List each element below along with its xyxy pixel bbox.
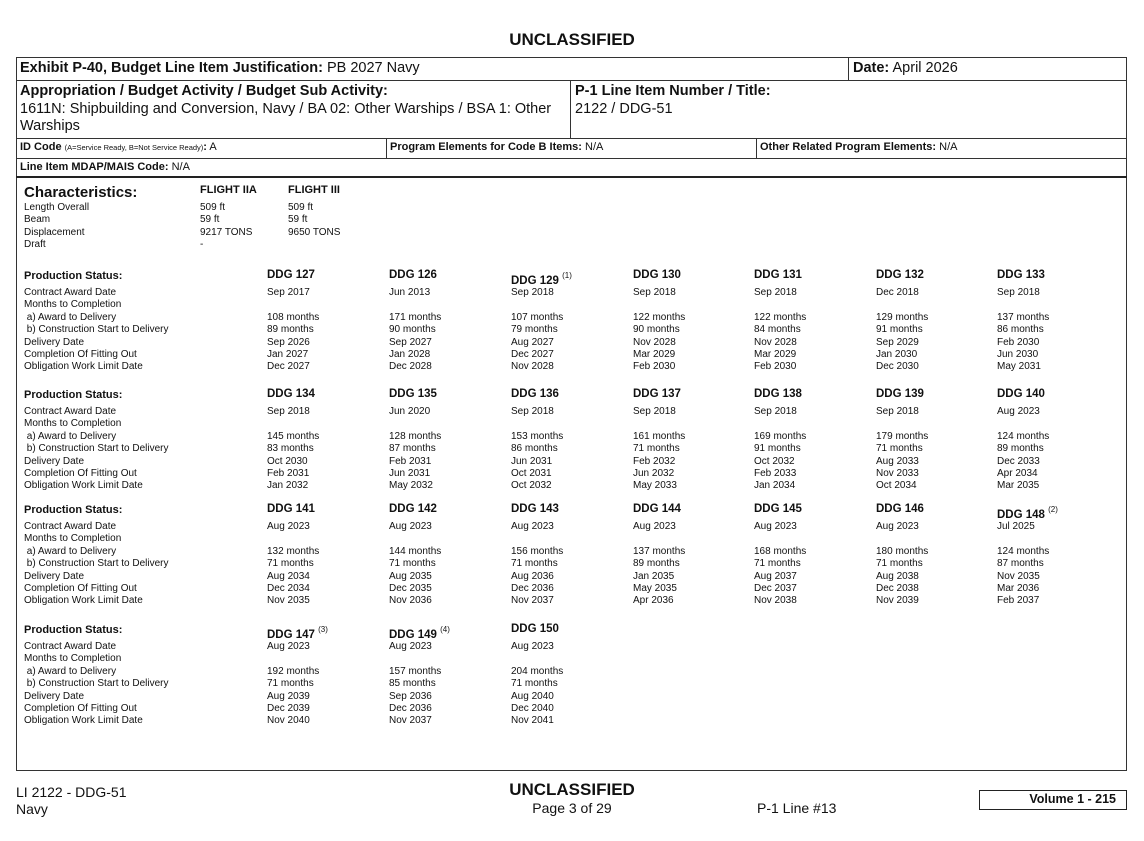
ship-a-value: 171 months xyxy=(389,311,442,323)
p1-line-item-value: 2122 / DDG-51 xyxy=(575,101,673,117)
ship-a-value: 192 months xyxy=(267,665,320,677)
ship-fitting-value: Jan 2030 xyxy=(876,349,918,360)
ship-b-value: 89 months xyxy=(997,443,1044,455)
production-row-label: Obligation Work Limit Date xyxy=(24,361,143,373)
ship-owld-value: Dec 2028 xyxy=(389,361,432,373)
ship-award-value: Sep 2018 xyxy=(876,406,919,417)
production-row-label: Delivery Date xyxy=(24,690,85,702)
production-row-label: Obligation Work Limit Date xyxy=(24,715,143,727)
ship-delivery-value: Aug 2033 xyxy=(876,455,919,467)
mdap-field xyxy=(20,161,190,173)
ship-fitting-value: Dec 2035 xyxy=(389,583,432,594)
appropriation-value-line2: Warships xyxy=(20,118,80,134)
ship-name: DDG 139 xyxy=(876,388,924,400)
id-code-label: ID Code xyxy=(20,141,62,153)
flight-iia-header: FLIGHT IIA xyxy=(200,184,257,196)
ship-name: DDG 148 xyxy=(997,508,1045,521)
id-code-value: A xyxy=(209,141,217,153)
ship-header xyxy=(511,388,559,400)
ship-award-value: Aug 2023 xyxy=(876,521,919,532)
char-value: 509 ft xyxy=(288,202,314,213)
ship-fitting-value: Jun 2031 xyxy=(389,468,431,479)
divider xyxy=(570,80,571,138)
ship-fitting-value: Jan 2027 xyxy=(267,349,309,360)
ship-award-value: Aug 2023 xyxy=(997,406,1040,417)
mdap-label: Line Item MDAP/MAIS Code: xyxy=(20,161,169,173)
ship-delivery-value: Sep 2029 xyxy=(876,336,919,348)
program-elements-field xyxy=(390,141,603,153)
ship-delivery-value: Aug 2034 xyxy=(267,570,310,582)
ship-fitting-value: Jun 2032 xyxy=(633,468,675,479)
ship-award-value: Aug 2023 xyxy=(389,641,432,652)
ship-name: DDG 133 xyxy=(997,269,1045,281)
ship-a-value: 137 months xyxy=(997,311,1050,323)
ship-a-value: 204 months xyxy=(511,665,564,677)
ship-fitting-value: Feb 2031 xyxy=(267,468,310,479)
divider xyxy=(848,57,849,80)
divider xyxy=(16,176,1127,178)
characteristics-labels xyxy=(24,202,89,251)
char-value: 509 ft xyxy=(200,202,226,213)
ship-a-value: 153 months xyxy=(511,430,564,442)
ship-header xyxy=(267,269,315,281)
ship-b-value: 85 months xyxy=(389,678,436,690)
ship-a-value: 169 months xyxy=(754,430,807,442)
ship-delivery-value: Nov 2035 xyxy=(997,570,1040,582)
ship-b-value: 71 months xyxy=(876,443,923,455)
ship-delivery-value: Jun 2031 xyxy=(511,455,553,467)
production-row-label: a) Award to Delivery xyxy=(24,430,117,442)
ship-owld-value: May 2033 xyxy=(633,480,677,492)
flight-iia-values xyxy=(200,202,252,251)
ship-b-value: 71 months xyxy=(389,558,436,570)
id-code-field: ID Code (A=Service Ready, B=Not Service Ready): A xyxy=(20,141,217,153)
production-row-label: Months to Completion xyxy=(24,533,122,545)
ship-delivery-value: Aug 2036 xyxy=(511,570,554,582)
ship-fitting-value: Mar 2029 xyxy=(754,349,797,360)
ship-a-value: 107 months xyxy=(511,311,564,323)
ship-b-value: 87 months xyxy=(997,558,1044,570)
ship-owld-value: Jan 2032 xyxy=(267,480,309,492)
ship-owld-value: May 2032 xyxy=(389,480,433,492)
ship-delivery-value: Nov 2028 xyxy=(754,336,797,348)
ship-a-value: 124 months xyxy=(997,430,1050,442)
ship-fitting-value: Mar 2036 xyxy=(997,583,1040,594)
ship-name: DDG 146 xyxy=(876,503,924,515)
footnote-marker: (3) xyxy=(318,625,328,634)
ship-name: DDG 142 xyxy=(389,503,437,515)
production-row-label: a) Award to Delivery xyxy=(24,665,117,677)
footer-line-item: LI 2122 - DDG-51 xyxy=(16,784,127,800)
ship-delivery-value: Nov 2028 xyxy=(633,336,676,348)
char-value: - xyxy=(200,238,204,250)
ship-name: DDG 140 xyxy=(997,388,1045,400)
date-field xyxy=(853,60,958,76)
ship-delivery-value: Feb 2032 xyxy=(633,455,676,467)
char-value: 9217 TONS xyxy=(200,226,253,238)
ship-b-value: 90 months xyxy=(389,324,436,336)
char-value: 59 ft xyxy=(200,214,220,226)
ship-a-value: 145 months xyxy=(267,430,320,442)
ship-name: DDG 144 xyxy=(633,503,681,515)
char-label: Draft xyxy=(24,238,46,250)
ship-owld-value: Nov 2037 xyxy=(511,595,554,607)
ship-award-value: Sep 2018 xyxy=(267,406,310,417)
ship-a-value: 161 months xyxy=(633,430,686,442)
ship-header xyxy=(389,503,437,515)
ship-header xyxy=(754,503,802,515)
ship-owld-value: Feb 2030 xyxy=(754,361,797,373)
ship-a-value: 157 months xyxy=(389,665,442,677)
char-value: 9650 TONS xyxy=(288,226,341,238)
ship-header xyxy=(389,388,437,400)
ship-owld-value: Nov 2035 xyxy=(267,595,310,607)
ship-b-value: 91 months xyxy=(876,324,923,336)
ship-owld-value: Nov 2040 xyxy=(267,715,310,727)
ship-owld-value: Nov 2038 xyxy=(754,595,797,607)
divider xyxy=(16,158,1127,159)
page-number: Page 3 of 29 xyxy=(532,800,612,816)
classification-banner-top: UNCLASSIFIED xyxy=(509,30,635,49)
ship-a-value: 144 months xyxy=(389,545,442,557)
ship-delivery-value: Aug 2039 xyxy=(267,690,310,702)
ship-fitting-value: Dec 2034 xyxy=(267,583,310,594)
ship-a-value: 168 months xyxy=(754,545,807,557)
ship-b-value: 84 months xyxy=(754,324,801,336)
ship-award-value: Sep 2018 xyxy=(754,406,797,417)
ship-fitting-value: Nov 2033 xyxy=(876,468,919,479)
ship-b-value: 86 months xyxy=(997,324,1044,336)
ship-owld-value: Nov 2039 xyxy=(876,595,919,607)
ship-award-value: Sep 2017 xyxy=(267,287,310,298)
production-row-label: b) Construction Start to Delivery xyxy=(24,443,169,455)
classification-banner-bottom: UNCLASSIFIED xyxy=(509,780,635,799)
production-row-label: b) Construction Start to Delivery xyxy=(24,678,169,690)
ship-award-value: Jul 2025 xyxy=(997,521,1035,532)
ship-a-value: 137 months xyxy=(633,545,686,557)
ship-fitting-value: Jun 2030 xyxy=(997,349,1039,360)
production-row-label: Months to Completion xyxy=(24,653,122,665)
ship-header xyxy=(267,626,328,641)
ship-header xyxy=(997,269,1045,281)
production-row-label: Contract Award Date xyxy=(24,287,117,298)
ship-header xyxy=(876,388,924,400)
ship-name: DDG 149 xyxy=(389,628,437,641)
ship-fitting-value: Dec 2040 xyxy=(511,703,554,714)
characteristics-title: Characteristics: xyxy=(24,184,138,201)
divider xyxy=(16,80,1127,81)
ship-award-value: Aug 2023 xyxy=(267,521,310,532)
ship-owld-value: Nov 2028 xyxy=(511,361,554,373)
footer-service: Navy xyxy=(16,801,48,817)
ship-owld-value: Feb 2030 xyxy=(633,361,676,373)
ship-name: DDG 141 xyxy=(267,503,315,515)
ship-name: DDG 129 xyxy=(511,274,559,287)
production-row-label: Delivery Date xyxy=(24,455,85,467)
ship-owld-value: Nov 2036 xyxy=(389,595,432,607)
ship-fitting-value: Apr 2034 xyxy=(997,468,1038,479)
exhibit-label: Exhibit P-40, Budget Line Item Justification: xyxy=(20,60,323,76)
ship-name: DDG 150 xyxy=(511,623,559,635)
ship-header xyxy=(997,506,1058,521)
ship-a-value: 129 months xyxy=(876,311,929,323)
ship-award-value: Aug 2023 xyxy=(267,641,310,652)
ship-b-value: 89 months xyxy=(267,324,314,336)
ship-header xyxy=(267,388,315,400)
char-label: Beam xyxy=(24,214,51,226)
footnote-marker: (4) xyxy=(440,625,450,634)
ship-header xyxy=(389,269,437,281)
production-row-label: Months to Completion xyxy=(24,299,122,311)
p1-line-number: P-1 Line #13 xyxy=(757,800,837,816)
ship-name: DDG 137 xyxy=(633,388,681,400)
ship-b-value: 71 months xyxy=(267,678,314,690)
divider xyxy=(386,138,387,158)
ship-delivery-value: Oct 2032 xyxy=(754,455,795,467)
ship-delivery-value: Aug 2040 xyxy=(511,690,554,702)
production-row-label: Delivery Date xyxy=(24,336,85,348)
other-related-label: Other Related Program Elements: xyxy=(760,141,937,153)
production-row-label: Contract Award Date xyxy=(24,521,117,532)
ship-award-value: Sep 2018 xyxy=(511,406,554,417)
ship-award-value: Jun 2020 xyxy=(389,406,431,417)
ship-b-value: 79 months xyxy=(511,324,558,336)
ship-header xyxy=(876,503,924,515)
ship-header xyxy=(511,272,572,287)
ship-award-value: Aug 2023 xyxy=(754,521,797,532)
program-elements-label: Program Elements for Code B Items: xyxy=(390,141,582,153)
ship-name: DDG 145 xyxy=(754,503,802,515)
char-value: 59 ft xyxy=(288,214,308,226)
ship-fitting-value: Dec 2038 xyxy=(876,583,919,594)
ship-a-value: 122 months xyxy=(754,311,807,323)
divider xyxy=(16,138,1127,139)
ship-header xyxy=(633,269,681,281)
ship-header xyxy=(267,503,315,515)
ship-b-value: 89 months xyxy=(633,558,680,570)
ship-name: DDG 147 xyxy=(267,628,315,641)
char-label: Length Overall xyxy=(24,202,90,213)
ship-b-value: 71 months xyxy=(754,558,801,570)
ship-a-value: 128 months xyxy=(389,430,442,442)
ship-award-value: Dec 2018 xyxy=(876,287,919,298)
ship-name: DDG 135 xyxy=(389,388,437,400)
ship-fitting-value: Dec 2037 xyxy=(754,583,797,594)
ship-fitting-value: Dec 2039 xyxy=(267,703,310,714)
ship-b-value: 71 months xyxy=(267,558,314,570)
ship-delivery-value: Jan 2035 xyxy=(633,570,675,582)
ship-fitting-value: Mar 2029 xyxy=(633,349,676,360)
divider xyxy=(756,138,757,158)
ship-header xyxy=(511,623,559,635)
ship-b-value: 87 months xyxy=(389,443,436,455)
production-row-label: Delivery Date xyxy=(24,570,85,582)
footnote-marker: (1) xyxy=(562,271,572,280)
ship-a-value: 179 months xyxy=(876,430,929,442)
production-row-label: b) Construction Start to Delivery xyxy=(24,558,169,570)
ship-header xyxy=(633,503,681,515)
ship-name: DDG 132 xyxy=(876,269,924,281)
production-row-label: Contract Award Date xyxy=(24,406,117,417)
ship-delivery-value: Aug 2038 xyxy=(876,570,919,582)
char-label: Displacement xyxy=(24,226,85,238)
ship-owld-value: Nov 2037 xyxy=(389,715,432,727)
ship-a-value: 108 months xyxy=(267,311,320,323)
ship-owld-value: Oct 2032 xyxy=(511,480,552,492)
appropriation-label: Appropriation / Budget Activity / Budget Sub Activity: xyxy=(20,83,388,99)
ship-award-value: Aug 2023 xyxy=(511,641,554,652)
production-status-title: Production Status: xyxy=(24,270,123,282)
ship-a-value: 156 months xyxy=(511,545,564,557)
ship-a-value: 124 months xyxy=(997,545,1050,557)
ship-fitting-value: May 2035 xyxy=(633,583,677,594)
production-row-label: a) Award to Delivery xyxy=(24,545,117,557)
volume-box: Volume 1 - 215 xyxy=(979,790,1127,810)
other-related-field xyxy=(760,141,957,153)
ship-delivery-value: Feb 2030 xyxy=(997,336,1040,348)
flight-iii-header: FLIGHT III xyxy=(288,184,340,196)
production-row-label: Obligation Work Limit Date xyxy=(24,480,143,492)
production-row-label: Obligation Work Limit Date xyxy=(24,595,143,607)
ship-owld-value: Dec 2027 xyxy=(267,361,310,373)
ship-delivery-value: Oct 2030 xyxy=(267,455,308,467)
ship-owld-value: Jan 2034 xyxy=(754,480,796,492)
ship-fitting-value: Dec 2036 xyxy=(511,583,554,594)
ship-header xyxy=(997,388,1045,400)
ship-fitting-value: Dec 2036 xyxy=(389,703,432,714)
ship-fitting-value: Feb 2033 xyxy=(754,468,797,479)
ship-header xyxy=(389,626,450,641)
ship-b-value: 71 months xyxy=(876,558,923,570)
ship-award-value: Sep 2018 xyxy=(997,287,1040,298)
ship-award-value: Aug 2023 xyxy=(389,521,432,532)
ship-header xyxy=(633,388,681,400)
appropriation-value-line1: 1611N: Shipbuilding and Conversion, Navy / BA 02: Other Warships / BSA 1: Other xyxy=(20,101,552,117)
ship-name: DDG 138 xyxy=(754,388,802,400)
ship-b-value: 90 months xyxy=(633,324,680,336)
footnote-marker: (2) xyxy=(1048,505,1058,514)
other-related-value: N/A xyxy=(939,141,958,153)
ship-b-value: 71 months xyxy=(633,443,680,455)
ship-fitting-value: Dec 2027 xyxy=(511,349,554,360)
ship-name: DDG 131 xyxy=(754,269,802,281)
ship-owld-value: Mar 2035 xyxy=(997,480,1040,492)
production-status-title: Production Status: xyxy=(24,624,123,636)
ship-b-value: 91 months xyxy=(754,443,801,455)
ship-b-value: 71 months xyxy=(511,558,558,570)
ship-delivery-value: Aug 2035 xyxy=(389,570,432,582)
ship-a-value: 132 months xyxy=(267,545,320,557)
ship-fitting-value: Jan 2028 xyxy=(389,349,431,360)
ship-award-value: Sep 2018 xyxy=(511,287,554,298)
ship-b-value: 83 months xyxy=(267,443,314,455)
ship-header xyxy=(754,269,802,281)
date-value: April 2026 xyxy=(892,60,958,76)
ship-delivery-value: Sep 2036 xyxy=(389,690,432,702)
ship-name: DDG 134 xyxy=(267,388,315,400)
p1-line-item-label: P-1 Line Item Number / Title: xyxy=(575,83,771,99)
mdap-value: N/A xyxy=(171,161,190,173)
program-elements-value: N/A xyxy=(585,141,604,153)
ship-delivery-value: Sep 2027 xyxy=(389,336,432,348)
production-row-label: Completion Of Fitting Out xyxy=(24,349,137,360)
ship-delivery-value: Feb 2031 xyxy=(389,455,432,467)
production-row-label: b) Construction Start to Delivery xyxy=(24,324,169,336)
production-row-label: a) Award to Delivery xyxy=(24,311,117,323)
ship-owld-value: Nov 2041 xyxy=(511,715,554,727)
production-row-label: Completion Of Fitting Out xyxy=(24,703,137,714)
ship-owld-value: Dec 2030 xyxy=(876,361,919,373)
ship-header xyxy=(876,269,924,281)
production-status-title: Production Status: xyxy=(24,504,123,516)
ship-delivery-value: Aug 2037 xyxy=(754,570,797,582)
flight-iii-values xyxy=(288,202,340,239)
ship-header xyxy=(511,503,559,515)
ship-name: DDG 136 xyxy=(511,388,559,400)
ship-owld-value: May 2031 xyxy=(997,361,1041,373)
ship-b-value: 86 months xyxy=(511,443,558,455)
exhibit-title xyxy=(20,60,420,76)
ship-name: DDG 143 xyxy=(511,503,559,515)
ship-delivery-value: Sep 2026 xyxy=(267,336,310,348)
ship-name: DDG 130 xyxy=(633,269,681,281)
production-row-label: Months to Completion xyxy=(24,418,122,430)
ship-award-value: Aug 2023 xyxy=(633,521,676,532)
ship-award-value: Sep 2018 xyxy=(633,406,676,417)
date-label: Date: xyxy=(853,60,890,76)
id-code-note: (A=Service Ready, B=Not Service Ready) xyxy=(64,143,204,152)
exhibit-value: PB 2027 Navy xyxy=(326,60,420,76)
ship-a-value: 122 months xyxy=(633,311,686,323)
ship-award-value: Aug 2023 xyxy=(511,521,554,532)
ship-award-value: Sep 2018 xyxy=(754,287,797,298)
ship-name: DDG 127 xyxy=(267,269,315,281)
ship-header xyxy=(754,388,802,400)
ship-delivery-value: Aug 2027 xyxy=(511,336,554,348)
ship-owld-value: Oct 2034 xyxy=(876,480,917,492)
production-row-label: Contract Award Date xyxy=(24,641,117,652)
ship-name: DDG 126 xyxy=(389,269,437,281)
ship-award-value: Sep 2018 xyxy=(633,287,676,298)
ship-delivery-value: Dec 2033 xyxy=(997,455,1040,467)
ship-b-value: 71 months xyxy=(511,678,558,690)
ship-award-value: Jun 2013 xyxy=(389,287,431,298)
production-status-title: Production Status: xyxy=(24,389,123,401)
ship-owld-value: Apr 2036 xyxy=(633,595,674,607)
ship-owld-value: Feb 2037 xyxy=(997,595,1040,607)
ship-fitting-value: Oct 2031 xyxy=(511,468,552,479)
production-row-label: Completion Of Fitting Out xyxy=(24,583,137,594)
ship-a-value: 180 months xyxy=(876,545,929,557)
production-row-label: Completion Of Fitting Out xyxy=(24,468,137,479)
